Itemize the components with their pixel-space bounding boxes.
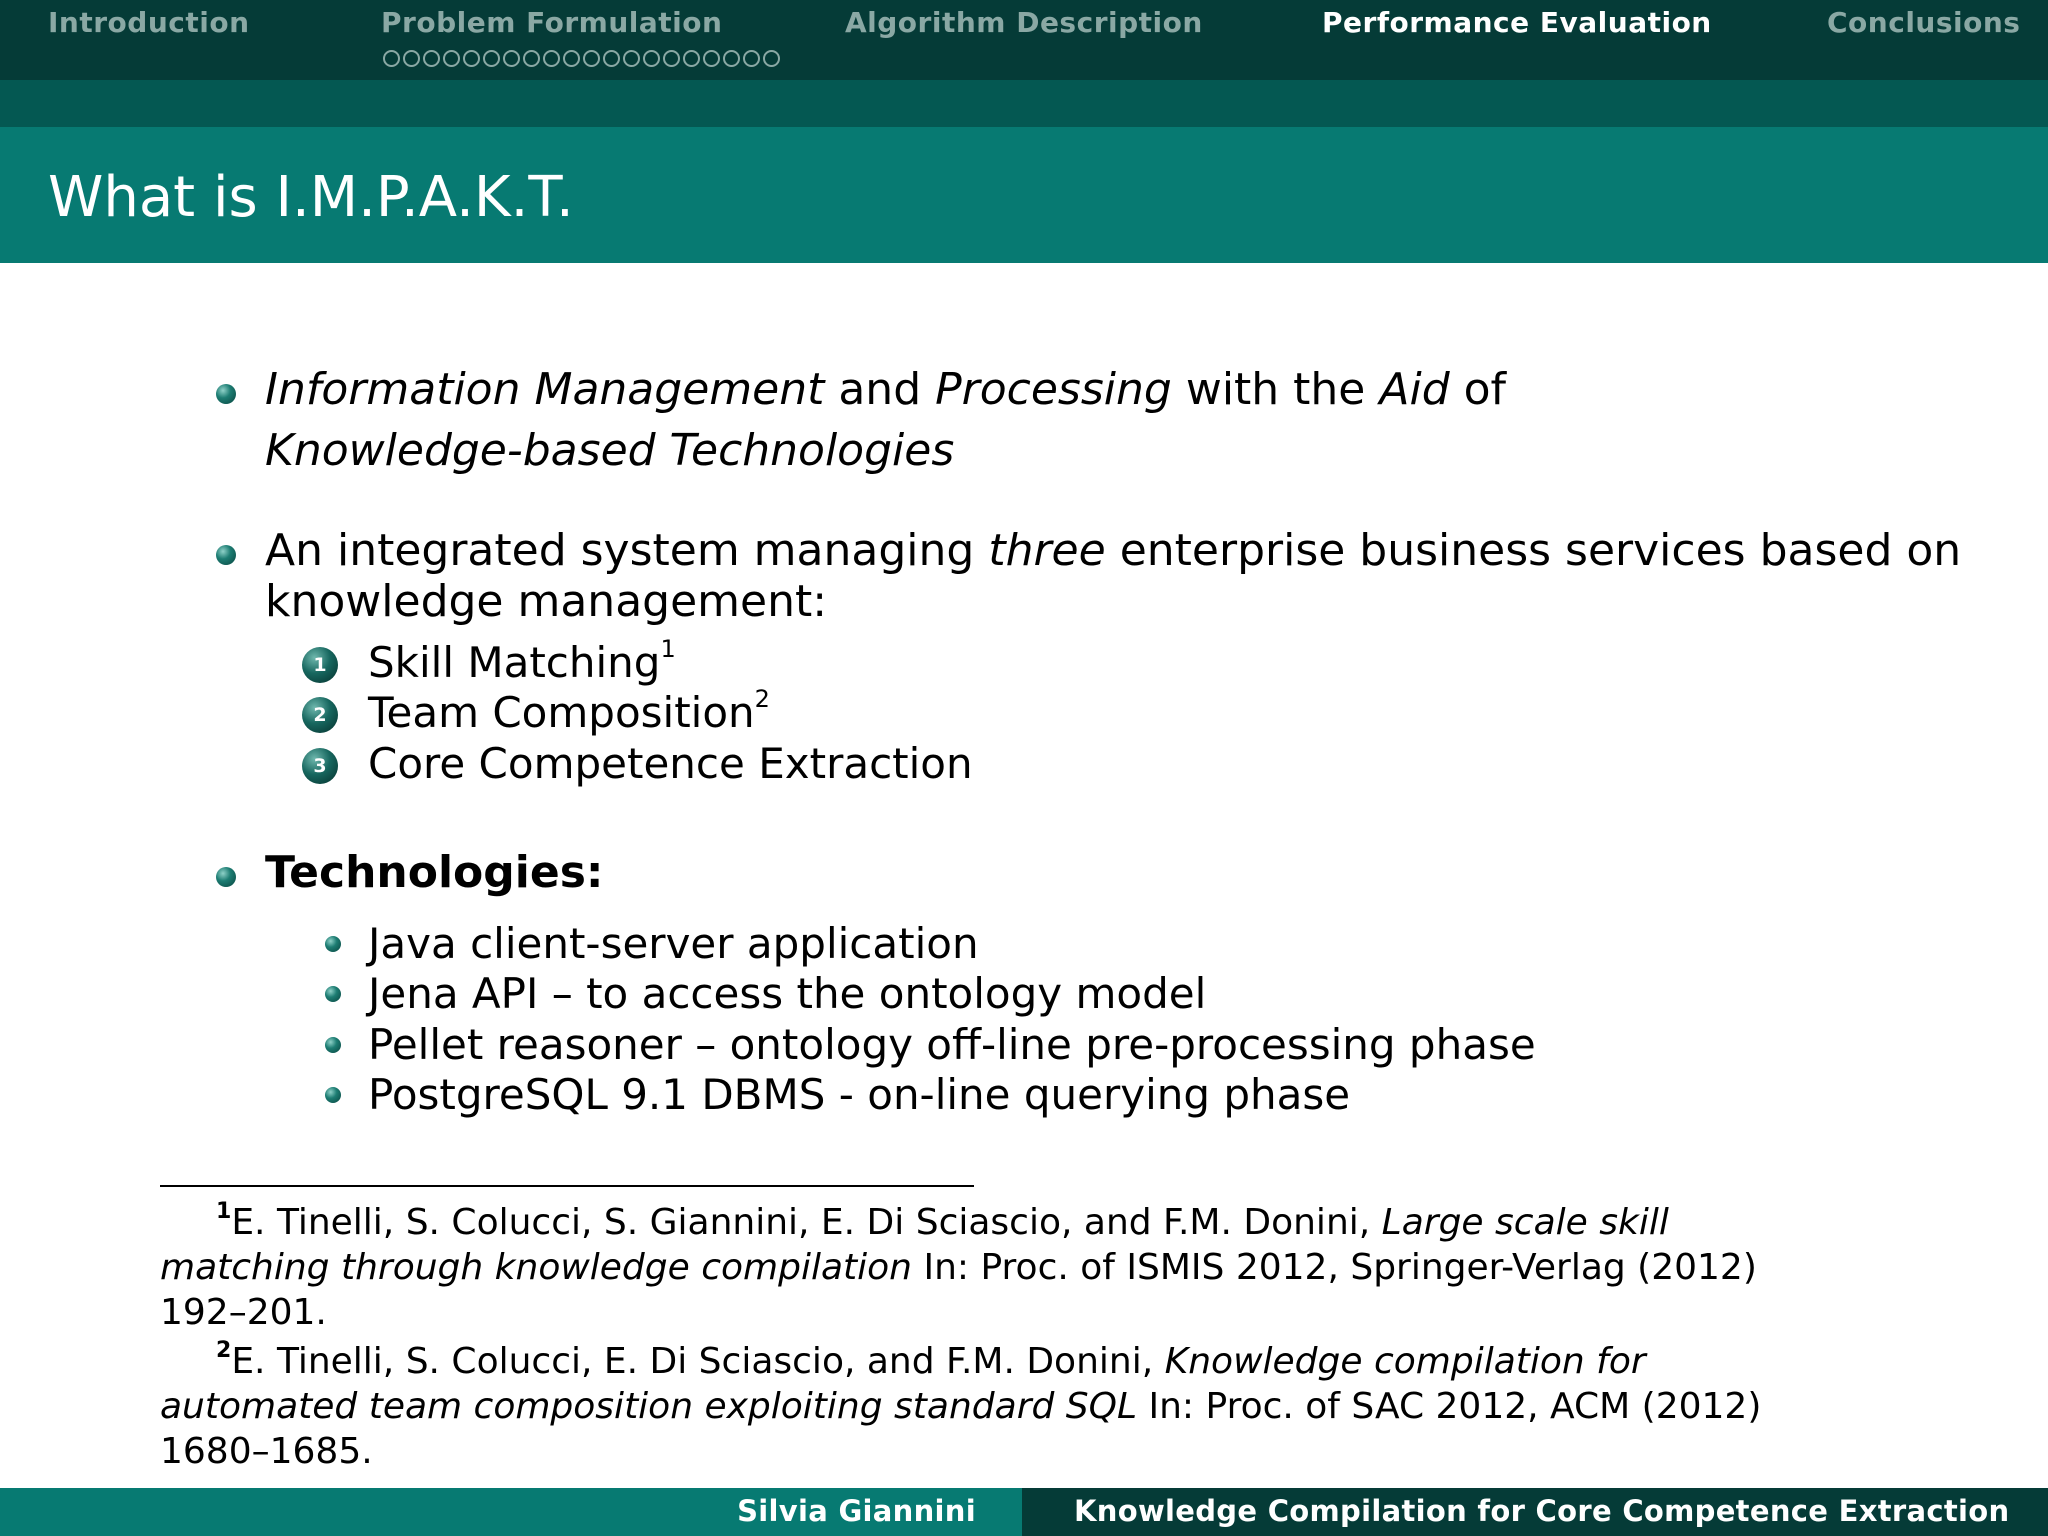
frame-dot[interactable]: [663, 50, 680, 67]
frame-dot[interactable]: [603, 50, 620, 67]
bullet-ball: [216, 545, 236, 565]
emphasis-aid: Aid: [1379, 364, 1450, 415]
frame-dot[interactable]: [383, 50, 400, 67]
sub-bullet-ball: [325, 1087, 341, 1103]
emphasis-three: three: [988, 525, 1106, 576]
frame-dots: [383, 50, 780, 70]
tech-item-jena: Jena API – to access the ontology model: [368, 969, 1207, 1018]
nav-performance-evaluation[interactable]: Performance Evaluation: [1322, 6, 1712, 39]
footnote-title: automated team composition exploiting standard SQL: [160, 1386, 1138, 1427]
enum-ball-1: 1: [302, 647, 338, 683]
word-of: of: [1463, 364, 1507, 415]
footer-bar: [0, 1488, 2048, 1536]
tech-item-java: Java client-server application: [368, 919, 979, 968]
footnote-authors: E. Tinelli, S. Colucci, S. Giannini, E. Di Sciascio, and F.M. Donini,: [231, 1202, 1371, 1243]
service-item-core-competence-extraction: [368, 738, 973, 790]
subsection-bar: [0, 80, 2048, 127]
footnote-authors: E. Tinelli, S. Colucci, E. Di Sciascio, and F.M. Donini,: [231, 1341, 1154, 1382]
footnote-2: [160, 1339, 1860, 1474]
bullet-1-line-1: [265, 364, 1506, 416]
sub-bullet-ball: [325, 986, 341, 1002]
footnote-mark: 1: [216, 1199, 232, 1224]
word-with-the: with the: [1185, 364, 1366, 415]
bullet-ball: [216, 867, 236, 887]
service-label: Core Competence Extraction: [368, 739, 973, 788]
frame-dot[interactable]: [543, 50, 560, 67]
slide-body: [0, 263, 2048, 1488]
frame-dot[interactable]: [623, 50, 640, 67]
sub-bullet-ball: [325, 1037, 341, 1053]
bullet-2-text-post: enterprise business services based on: [1119, 525, 1962, 576]
tech-item-pellet: Pellet reasoner – ontology off-line pre-processing phase: [368, 1020, 1536, 1069]
frame-dot[interactable]: [703, 50, 720, 67]
footnote-pages: 1680–1685.: [160, 1431, 373, 1472]
frame-dot[interactable]: [443, 50, 460, 67]
footnote-pages: 192–201.: [160, 1292, 327, 1333]
bullet-2-text-pre: An integrated system managing: [265, 525, 975, 576]
section-navigation: [0, 0, 2048, 80]
emphasis-processing: Processing: [935, 364, 1172, 415]
nav-algorithm-description[interactable]: Algorithm Description: [845, 6, 1203, 39]
frame-dot[interactable]: [463, 50, 480, 67]
frame-dot[interactable]: [763, 50, 780, 67]
footnote-ref-2[interactable]: 2: [754, 685, 770, 713]
service-item-skill-matching: [368, 637, 676, 689]
footnote-rule: [160, 1185, 974, 1187]
frame-dot[interactable]: [503, 50, 520, 67]
service-label: Skill Matching: [368, 638, 661, 687]
footnote-venue: In: Proc. of SAC 2012, ACM (2012): [1148, 1386, 1762, 1427]
frame-dot[interactable]: [403, 50, 420, 67]
sub-bullet-ball: [325, 936, 341, 952]
footnote-mark: 2: [216, 1338, 232, 1363]
tech-item-postgresql: PostgreSQL 9.1 DBMS - on-line querying phase: [368, 1070, 1351, 1119]
emphasis-information: Information: [265, 364, 521, 415]
nav-problem-formulation[interactable]: Problem Formulation: [381, 6, 723, 39]
footnote-venue: In: Proc. of ISMIS 2012, Springer-Verlag (2012): [923, 1247, 1757, 1288]
frame-dot[interactable]: [563, 50, 580, 67]
word-and: and: [838, 364, 922, 415]
bullet-ball: [216, 384, 236, 404]
footnote-title: matching through knowledge compilation: [160, 1247, 912, 1288]
nav-conclusions[interactable]: Conclusions: [1827, 6, 2021, 39]
emphasis-management: Management: [534, 364, 825, 415]
frame-dot[interactable]: [523, 50, 540, 67]
technologies-heading: Technologies:: [265, 847, 604, 898]
nav-introduction[interactable]: Introduction: [48, 6, 250, 39]
footnote-1: [160, 1200, 1860, 1335]
frame-dot[interactable]: [423, 50, 440, 67]
footnote-ref-1[interactable]: 1: [660, 635, 676, 663]
footnote-title: Large scale skill: [1381, 1202, 1669, 1243]
bullet-2-text-continued: knowledge management:: [265, 576, 828, 627]
frame-title-bar: [0, 127, 2048, 263]
frame-dot[interactable]: [683, 50, 700, 67]
footer-author-block: [0, 1488, 1022, 1536]
frame-dot[interactable]: [723, 50, 740, 67]
bullet-2-line-1: [265, 525, 1961, 577]
bullet-1-line-2: [265, 425, 954, 477]
enum-ball-2: 2: [302, 697, 338, 733]
footer-talk-title: Knowledge Compilation for Core Competence Extraction: [1074, 1494, 2010, 1528]
frame-dot[interactable]: [743, 50, 760, 67]
footer-author: Silvia Giannini: [737, 1494, 976, 1528]
slide-title: What is I.M.P.A.K.T.: [48, 165, 574, 230]
frame-dot[interactable]: [583, 50, 600, 67]
frame-dot[interactable]: [643, 50, 660, 67]
enum-ball-3: 3: [302, 748, 338, 784]
emphasis-knowledge-based-technologies: Knowledge-based Technologies: [265, 425, 955, 476]
frame-dot[interactable]: [483, 50, 500, 67]
bullet-2-line-2: [265, 576, 827, 628]
service-item-team-composition: [368, 687, 770, 739]
service-label: Team Composition: [368, 688, 755, 737]
footnote-title: Knowledge compilation for: [1164, 1341, 1646, 1382]
